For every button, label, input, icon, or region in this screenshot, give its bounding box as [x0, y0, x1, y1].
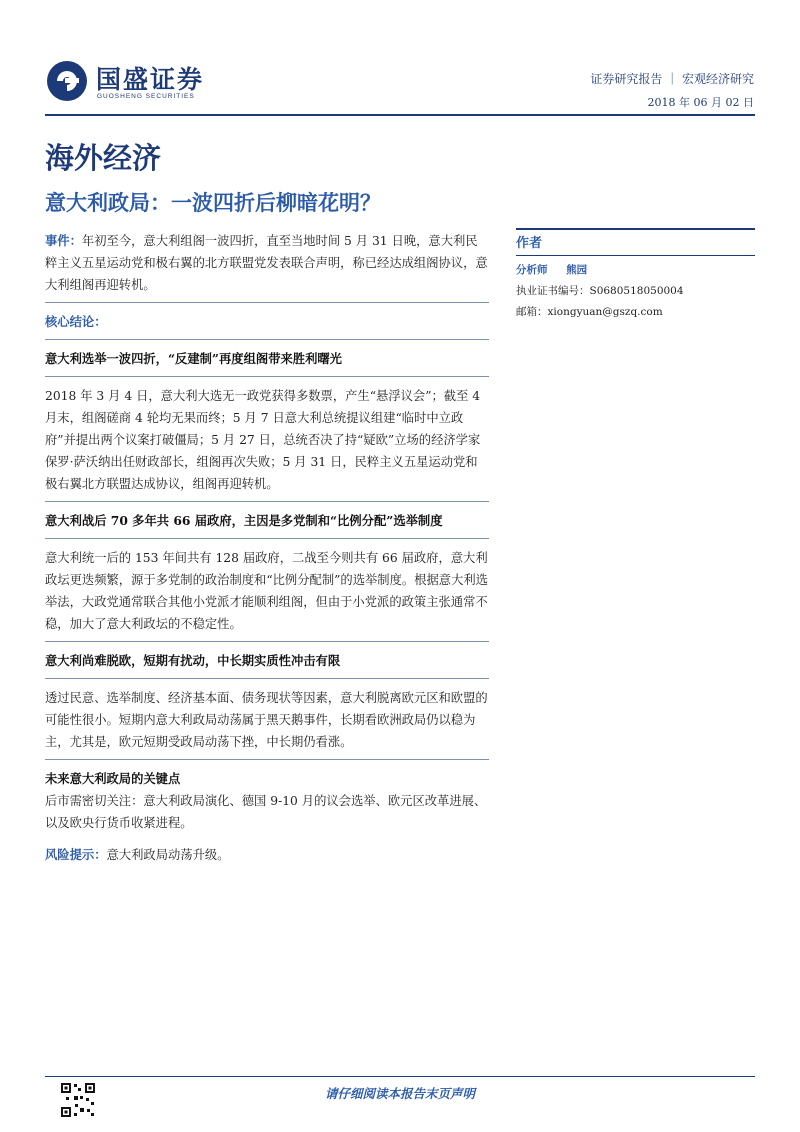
future-body: 后市需密切关注：意大利政局演化、德国 9-10 月的议会选举、欧元区改革进展、以及欧央行货币收紧进程。: [45, 794, 487, 830]
divider: [45, 302, 489, 303]
divider: [45, 339, 489, 340]
block-body: 透过民意、选举制度、经济基本面、债务现状等因素，意大利脱离欧元区和欧盟的可能性很小。短期内意大利政局动荡属于黑天鹅事件，长期看欧洲政局仍以稳为主，尤其是，欧元短期受政局动荡下挫，中长期仍看涨。: [45, 691, 488, 749]
divider: [45, 641, 489, 642]
divider: [45, 759, 489, 760]
report-title: 意大利政局：一波四折后柳暗花明？: [45, 190, 381, 215]
cert-number: S0680518050004: [589, 285, 684, 297]
block-body: 2018 年 3 月 4 日，意大利大选无一政党获得多数票，产生“悬浮议会”；截至 4 月末，组阁磋商 4 轮均无果而终；5 月 7 日意大利总统提议组建“临时中立政府”并提出两个议案打破僵局；5 月 27 日，总统否决了持“疑欧”立场的经济学家保罗·萨沃纳出任财政部长，组阁再次失败；5 月 31 日，民粹主义五星运动党和极右翼北方联盟达成协议，组阁再迎转机。: [45, 389, 481, 491]
block-heading: 意大利尚难脱欧，短期有扰动，中长期实质性冲击有限: [45, 653, 341, 668]
main-content: [45, 230, 489, 866]
author-panel: [516, 228, 755, 319]
logo-mark-icon: [45, 58, 91, 104]
cert-label: 执业证书编号：: [516, 285, 590, 297]
core-conclusion-label: 核心结论：: [45, 314, 107, 329]
footer-disclaimer: 请仔细阅读本报告末页声明: [324, 1086, 475, 1101]
divider: [45, 501, 489, 502]
event-paragraph: [45, 230, 489, 296]
analyst-row: [516, 262, 755, 277]
cert-row: [516, 283, 755, 298]
risk-paragraph: [45, 844, 489, 866]
author-heading: 作者: [516, 228, 755, 256]
report-date: 2018 年 06 月 02 日: [647, 96, 754, 109]
brand-name-en: GUOSHENG SECURITIES: [97, 93, 195, 100]
email-row: [516, 304, 755, 319]
brand-name: 国盛证券: [96, 65, 205, 94]
header-divider: [45, 114, 755, 116]
analyst-name: 熊园: [566, 264, 588, 276]
block-heading: 意大利选举一波四折，“反建制”再度组阁带来胜利曙光: [45, 351, 342, 366]
email-link[interactable]: xiongyuan@gszq.com: [547, 306, 663, 318]
divider: [45, 376, 489, 377]
future-heading: 未来意大利政局的关键点: [45, 771, 181, 786]
divider: [45, 538, 489, 539]
risk-text: 意大利政局动荡升级。: [106, 848, 230, 862]
analyst-label: 分析师: [516, 264, 548, 276]
email-label: 邮箱：: [516, 306, 548, 318]
footer-divider: [45, 1076, 755, 1077]
block-heading: 意大利战后 70 多年共 66 届政府，主因是多党制和“比例分配”选举制度: [45, 513, 443, 528]
risk-label: 风险提示：: [45, 847, 107, 862]
block-body: 意大利统一后的 153 年间共有 128 届政府，二战至今则共有 66 届政府，意大利政坛更迭频繁，源于多党制的政治制度和“比例分配制”的选举制度。根据意大利选举法，大政党通常联合其他小党派才能顺利组阁，但由于小党派的政策主张通常不稳，加大了意大利政坛的不稳定性。: [45, 551, 488, 631]
divider: [45, 678, 489, 679]
report-category: 证券研究报告 ｜ 宏观经济研究: [590, 72, 754, 86]
event-label: 事件：: [45, 233, 82, 248]
section-title: 海外经济: [45, 141, 162, 175]
event-text: 年初至今，意大利组阁一波四折，直至当地时间 5 月 31 日晚，意大利民粹主义五星运动党和极右翼的北方联盟党发表联合声明，称已经达成组阁协议，意大利组阁再迎转机。: [45, 234, 488, 292]
